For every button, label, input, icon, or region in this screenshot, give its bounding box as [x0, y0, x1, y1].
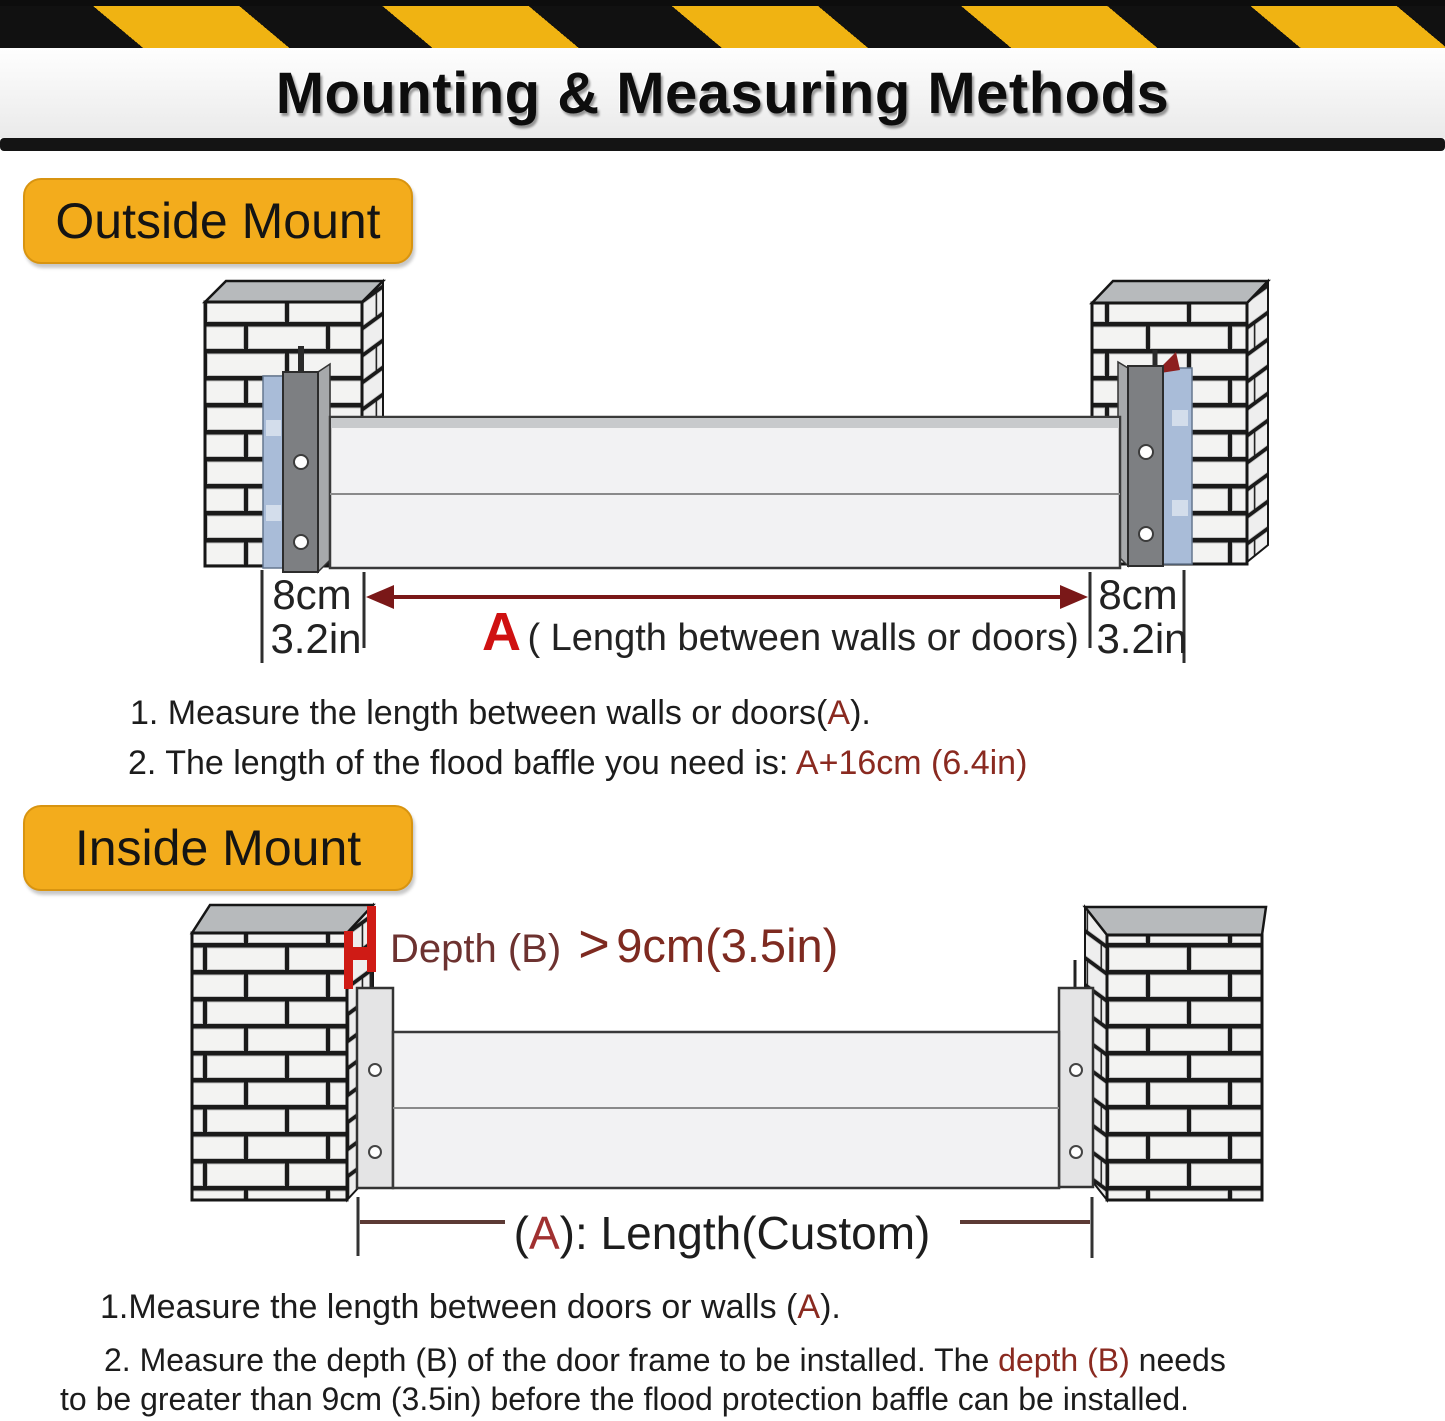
channel-right: [1059, 988, 1093, 1187]
inside-step-2-continued-text: to be greater than 9cm (3.5in) before the flood protection baffle can be installed.: [60, 1381, 1190, 1417]
inside-step-2-continued: [60, 1381, 1189, 1418]
outside-step-1: [130, 694, 871, 733]
channel-bracket-right: [1118, 362, 1163, 566]
span-letter-A: A: [482, 602, 521, 662]
inside-mount-label-text: Inside Mount: [74, 820, 362, 876]
wall-seal-strip-right: [1163, 368, 1192, 564]
inside-step-2: [104, 1342, 1226, 1379]
outside-mount-diagram: [0, 265, 1445, 665]
depth-label: [390, 914, 838, 974]
outside-step-1-text: 1. Measure the length between walls or doors(: [130, 694, 828, 732]
flood-barrier-panel-inside: [393, 1032, 1059, 1188]
span-label-text: ( Length between walls or doors): [527, 617, 1079, 659]
inside-step-1: [100, 1288, 841, 1327]
inside-step-1-text: 1.Measure the length between doors or walls (: [100, 1288, 798, 1326]
channel-left: [357, 988, 393, 1188]
depth-gt-sign: >: [578, 914, 610, 974]
inside-step-1-letter: A: [797, 1288, 821, 1326]
span-label: [482, 602, 1079, 662]
inside-step-2-end: needs: [1129, 1342, 1226, 1378]
length-label-letter: A: [528, 1207, 560, 1259]
outside-step-2-text: 2. The length of the flood baffle you need is:: [128, 744, 796, 782]
hazard-banner: [0, 0, 1445, 152]
outside-step-2: [128, 744, 1027, 783]
outside-mount-label-text: Outside Mount: [55, 193, 381, 249]
banner-divider: [0, 138, 1445, 151]
left-offset-cm: 8cm: [272, 571, 352, 618]
length-label-rest: ): Length(Custom): [559, 1207, 931, 1259]
depth-label-text: Depth (B): [390, 927, 573, 971]
inside-step-2-highlight: depth (B): [998, 1342, 1130, 1378]
depth-value: 9cm(3.5in): [616, 919, 839, 972]
dimension-arrow-A: [366, 585, 1088, 609]
length-custom-label: [514, 1207, 931, 1259]
right-pillar-inside: [1085, 907, 1266, 1200]
channel-bracket-left: [283, 364, 330, 572]
wall-seal-strip-left: [263, 376, 284, 568]
page-title: Mounting & Measuring Methods: [275, 60, 1170, 126]
inside-mount-diagram: [0, 895, 1445, 1270]
right-offset-in: 3.2in: [1096, 615, 1188, 662]
right-offset-cm: 8cm: [1098, 571, 1178, 618]
inside-step-1-end: ).: [820, 1288, 841, 1326]
outside-step-2-formula: A+16cm (6.4in): [795, 744, 1028, 782]
outside-step-1-letter: A: [827, 694, 851, 732]
outside-step-1-end: ).: [850, 694, 871, 732]
inside-mount-label: [23, 805, 413, 891]
flood-barrier-panel-outside: [330, 417, 1120, 568]
length-label-open: (: [513, 1207, 529, 1259]
left-offset-in: 3.2in: [270, 615, 362, 662]
inside-step-2-text: 2. Measure the depth (B) of the door frame to be installed. The: [104, 1342, 999, 1378]
hazard-stripes: [0, 0, 1445, 48]
title-band: [0, 48, 1445, 138]
outside-mount-label: [23, 178, 413, 264]
